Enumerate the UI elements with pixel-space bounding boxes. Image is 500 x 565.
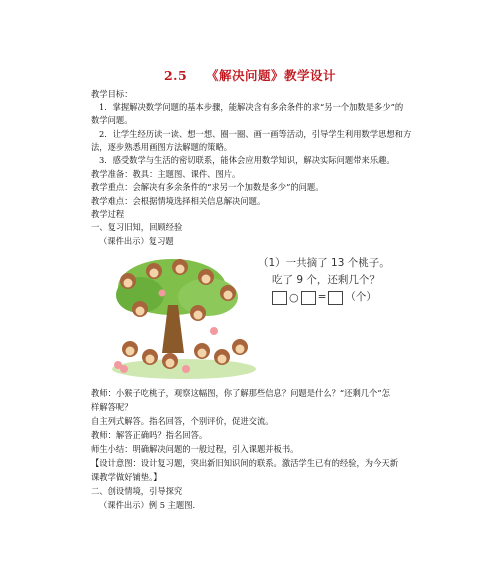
problem-line-2: 吃了 9 个，还剩几个？ xyxy=(272,274,380,286)
title-text: 《解决问题》教学设计 xyxy=(206,68,337,83)
body-line: 2．让学生经历读一读、想一想、圈一圈、画一画等活动，引导学生利用数学思想和方 xyxy=(99,129,412,139)
monkeys-peach-tree-illustration xyxy=(110,253,400,381)
document-title xyxy=(0,66,500,84)
blank-box xyxy=(301,291,316,305)
circle-blank: ○ xyxy=(289,291,299,304)
body-line: 数学问题。 xyxy=(91,115,133,125)
body-line: 师生小结：明确解决问题的一般过程，引入课题并板书。 xyxy=(91,444,299,454)
body-line: 课教学做好铺垫。】 xyxy=(91,472,162,482)
body-line: 教学重点：会解决有多余条件的“求另一个加数是多少”的问题。 xyxy=(91,182,324,192)
body-line: 【设计意图：设计复习题，突出新旧知识间的联系。激活学生已有的经验，为今天新 xyxy=(91,458,398,468)
title-number: 2.5 xyxy=(163,68,188,83)
unit-label: （个） xyxy=(345,291,377,303)
blank-box xyxy=(272,291,287,305)
body-line: 样解答呢？ xyxy=(91,402,133,412)
problem-text xyxy=(258,255,398,306)
body-line: 教师：解答正确吗？指名回答。 xyxy=(91,430,208,440)
equals-sign: = xyxy=(317,291,327,303)
body-line: 教学准备：教具：主题图、课件、图片。 xyxy=(91,169,241,179)
body-line: 教学目标： xyxy=(91,89,133,99)
monkey-tree-image xyxy=(110,253,258,381)
body-line: 法，逐步熟悉用画图方法解题的策略。 xyxy=(91,142,233,152)
body-line: 一、复习旧知，回顾经验 xyxy=(91,222,183,232)
body-line: （课件出示）复习题 xyxy=(99,236,174,246)
body-line: 自主列式解答。指名回答，个别评价，促进交流。 xyxy=(91,416,274,426)
body-line: 二、创设情境，引导探究 xyxy=(91,486,183,496)
body-line: 教学难点：会根据情境选择相关信息解决问题。 xyxy=(91,196,266,206)
body-line: 1．掌握解决数学问题的基本步骤，能解决含有多余条件的求“另一个加数是多少”的 xyxy=(99,102,404,112)
body-line: 教学过程 xyxy=(91,209,125,219)
body-line: 教师：小猴子吃桃子，观察这幅图，你了解那些信息？问题是什么？“还剩几个”怎 xyxy=(91,388,390,398)
blank-box xyxy=(328,291,343,305)
problem-line-1: （1）一共摘了 13 个桃子。 xyxy=(258,257,390,269)
answer-boxes xyxy=(258,289,398,306)
body-line: （课件出示）例 5 主题图. xyxy=(99,500,196,510)
body-line: 3．感受数学与生活的密切联系，能体会应用数学知识，解决实际问题带来乐趣。 xyxy=(99,155,395,165)
